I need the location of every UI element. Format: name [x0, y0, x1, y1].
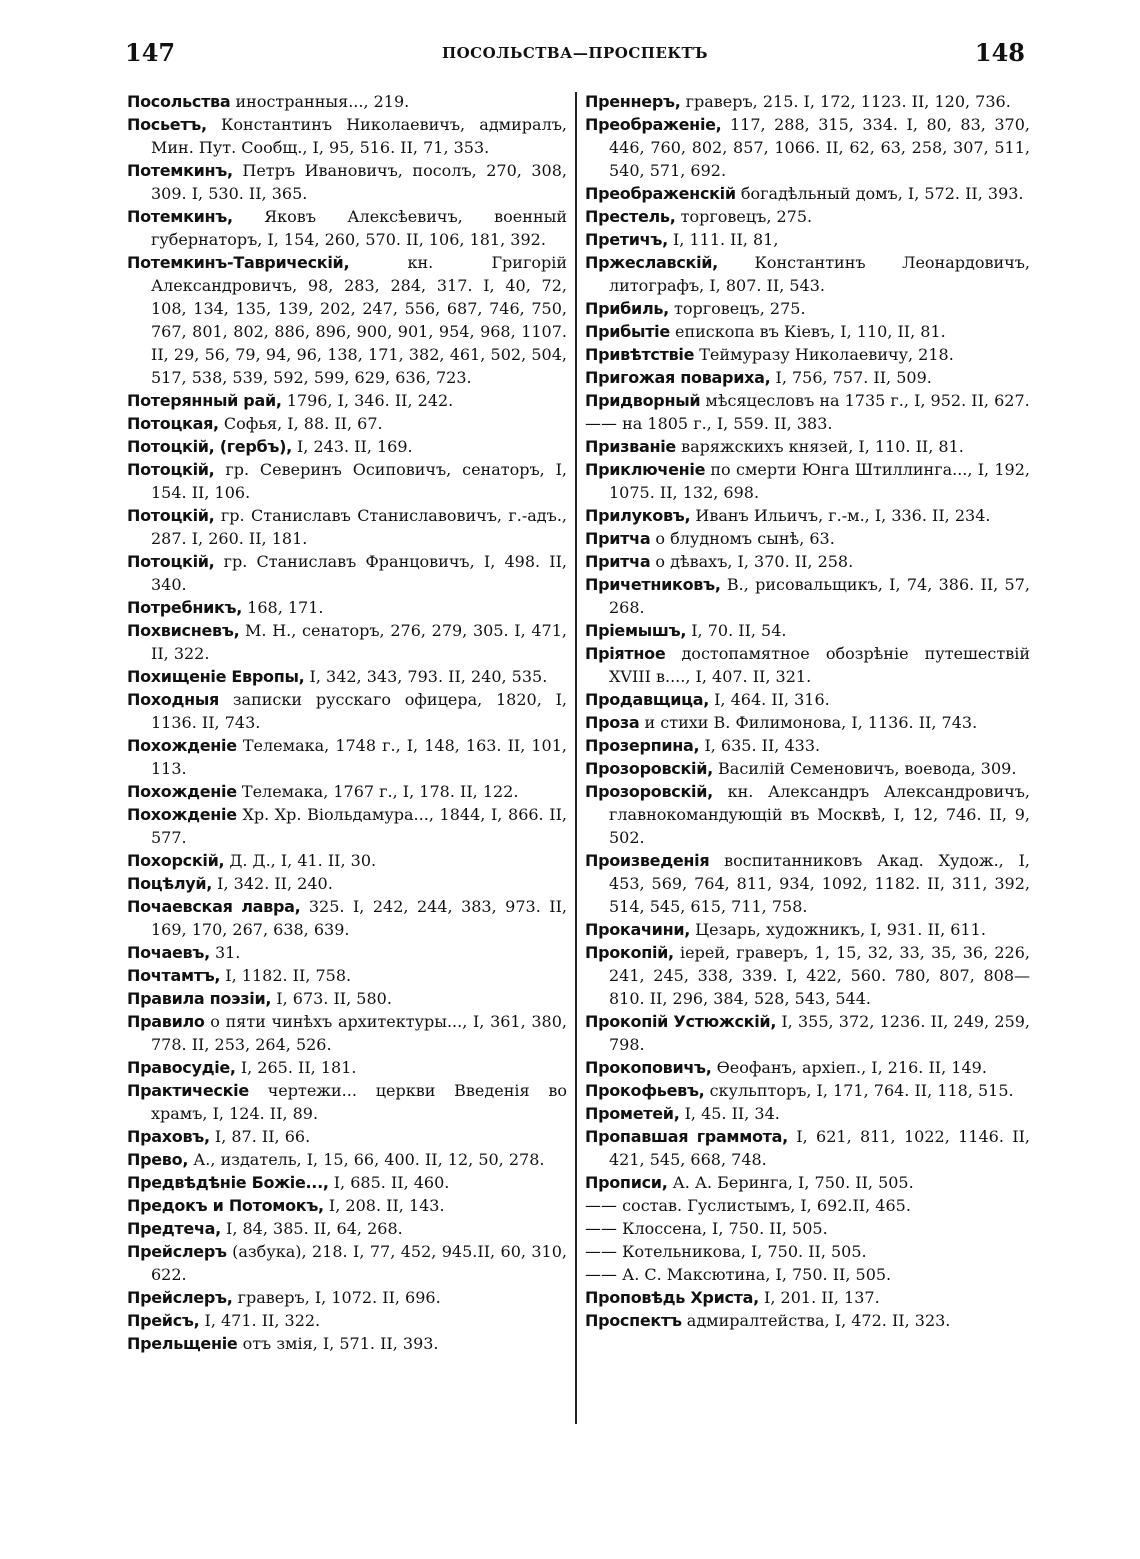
entry-heading: Правосудіе,	[127, 1058, 236, 1077]
entry-references: М. Н., сенаторъ, 276, 279, 305. I, 471, II, 322.	[151, 621, 567, 663]
entry-heading: Приключеніе	[585, 460, 706, 479]
index-entry	[127, 159, 567, 205]
index-entry	[127, 113, 567, 159]
entry-references: I, 342, 343, 793. II, 240, 535.	[309, 667, 548, 686]
entry-heading: Посольства	[127, 92, 231, 111]
entry-heading: Проповѣдь Христа,	[585, 1288, 759, 1307]
index-entry	[127, 504, 567, 550]
entry-repeat-dash: ——	[585, 1242, 617, 1261]
entry-references: А. А. Беринга, I, 750. II, 505.	[672, 1173, 914, 1192]
index-entry	[127, 1286, 567, 1309]
index-entry	[585, 550, 1030, 573]
index-entry	[127, 1079, 567, 1125]
index-entry	[585, 849, 1030, 918]
entry-references: Хр. Хр. Віольдамура..., 1844, I, 866. II, 577.	[151, 805, 567, 847]
index-entry	[127, 803, 567, 849]
index-entry	[127, 964, 567, 987]
index-entry	[585, 1171, 1030, 1194]
entry-heading: Предокъ и Потомокъ,	[127, 1196, 324, 1215]
index-entry	[585, 1286, 1030, 1309]
entry-heading: Прописи,	[585, 1173, 668, 1192]
entry-references: I, 45. II, 34.	[684, 1104, 780, 1123]
entry-references: Василій Семеновичъ, воевода, 309.	[718, 759, 1017, 778]
entry-heading: Преображенскій	[585, 184, 736, 203]
entry-heading: Почаевская лавра,	[127, 897, 301, 916]
index-entry	[127, 1010, 567, 1056]
entry-references: Ѳеофанъ, архіеп., I, 216. II, 149.	[716, 1058, 987, 1077]
index-entry	[585, 343, 1030, 366]
entry-heading: Походныя	[127, 690, 220, 709]
entry-references: 117, 288, 315, 334. I, 80, 83, 370, 446, 760, 802, 857, 1066. II, 62, 63, 258, 307, 511, 540, 571, 692.	[609, 115, 1030, 180]
entry-repeat-dash: ——	[585, 1265, 617, 1284]
entry-references: на 1805 г., I, 559. II, 383.	[622, 414, 833, 433]
entry-heading: Потемкинъ-Таврическій,	[127, 253, 350, 272]
entry-references: скульпторъ, I, 171, 764. II, 118, 515.	[709, 1081, 1014, 1100]
index-entry	[127, 596, 567, 619]
index-entry	[585, 941, 1030, 1010]
entry-heading: Преннеръ,	[585, 92, 681, 111]
index-entry	[127, 1125, 567, 1148]
index-entry	[585, 1194, 1030, 1217]
entry-heading: Прево,	[127, 1150, 189, 1169]
entry-references: А. С. Максютина, I, 750. II, 505.	[622, 1265, 892, 1284]
index-entry	[585, 90, 1030, 113]
index-column-right	[585, 90, 1030, 1332]
entry-references: Константинъ Леонардовичъ, литографъ, I, 807. II, 543.	[609, 253, 1030, 295]
entry-references: Яковъ Алексѣевичъ, военный губернаторъ, I, 154, 260, 570. II, 106, 181, 392.	[151, 207, 567, 249]
entry-heading: Похорскій,	[127, 851, 225, 870]
entry-heading: Прибытіе	[585, 322, 670, 341]
entry-references: 168, 171.	[247, 598, 324, 617]
index-entry	[127, 1332, 567, 1355]
index-entry	[585, 757, 1030, 780]
entry-heading: Престель,	[585, 207, 676, 226]
index-entry	[585, 366, 1030, 389]
index-entry	[585, 1056, 1030, 1079]
entry-references: I, 265. II, 181.	[240, 1058, 357, 1077]
entry-references: I, 243. II, 169.	[296, 437, 413, 456]
entry-heading: Похищеніе Европы,	[127, 667, 305, 686]
entry-references: I, 471. II, 322.	[204, 1311, 321, 1330]
entry-references: (азбука), 218. I, 77, 452, 945.II, 60, 310, 622.	[151, 1242, 568, 1284]
index-entry	[585, 780, 1030, 849]
entry-references: I, 685. II, 460.	[333, 1173, 450, 1192]
index-entry	[585, 1263, 1030, 1286]
index-entry	[127, 1056, 567, 1079]
entry-references: о дѣвахъ, I, 370. II, 258.	[655, 552, 854, 571]
entry-references: А., издатель, I, 15, 66, 400. II, 12, 50, 278.	[193, 1150, 545, 1169]
entry-heading: Похожденіе	[127, 782, 237, 801]
index-entry	[585, 1217, 1030, 1240]
column-divider	[575, 92, 577, 1424]
entry-references: 1796, I, 346. II, 242.	[286, 391, 454, 410]
index-entry	[127, 1217, 567, 1240]
entry-references: I, 1182. II, 758.	[225, 966, 352, 985]
index-entry	[127, 1148, 567, 1171]
entry-references: чертежи... церкви Введенія во храмъ, I, 124. II, 89.	[151, 1081, 567, 1123]
entry-heading: Прометей,	[585, 1104, 680, 1123]
entry-heading: Поцѣлуй,	[127, 874, 213, 893]
entry-heading: Потоцкій,	[127, 506, 215, 525]
entry-references: I, 635. II, 433.	[704, 736, 821, 755]
entry-references: I, 208. II, 143.	[328, 1196, 445, 1215]
entry-repeat-dash: ——	[585, 1219, 617, 1238]
index-entry	[585, 504, 1030, 527]
entry-heading: Прокопій,	[585, 943, 674, 962]
entry-heading: Прокопій Устюжскій,	[585, 1012, 777, 1031]
entry-heading: Похожденіе	[127, 805, 237, 824]
entry-heading: Проспектъ	[585, 1311, 682, 1330]
index-entry	[585, 527, 1030, 550]
entry-references: 325. I, 242, 244, 383, 973. II, 169, 170, 267, 638, 639.	[151, 897, 567, 939]
entry-references: Константинъ Николаевичъ, адмиралъ, Мин. Пут. Сообщ., I, 95, 516. II, 71, 353.	[151, 115, 568, 157]
entry-heading: Предвѣдѣніе Божіе...,	[127, 1173, 329, 1192]
index-entry	[585, 320, 1030, 343]
entry-heading: Пригожая повариха,	[585, 368, 771, 387]
index-entry	[127, 895, 567, 941]
entry-references: торговецъ, 275.	[680, 207, 813, 226]
entry-heading: Предтеча,	[127, 1219, 221, 1238]
index-entry	[127, 780, 567, 803]
entry-references: I, 87. II, 66.	[214, 1127, 311, 1146]
index-entry	[127, 389, 567, 412]
running-title: ПОСОЛЬСТВА—ПРОСПЕКТЪ	[441, 44, 709, 62]
index-entry	[127, 619, 567, 665]
entry-references: I, 355, 372, 1236. II, 249, 259, 798.	[609, 1012, 1031, 1054]
index-entry	[585, 1240, 1030, 1263]
page-number-left: 147	[125, 38, 176, 67]
entry-references: гр. Станиславъ Францовичъ, I, 498. II, 340.	[151, 552, 567, 594]
entry-references: I, 84, 385. II, 64, 268.	[226, 1219, 403, 1238]
entry-heading: Пріемышъ,	[585, 621, 687, 640]
entry-heading: Пропавшая граммота,	[585, 1127, 788, 1146]
page-number-right: 148	[974, 38, 1025, 67]
entry-references: Телемака, 1767 г., I, 178. II, 122.	[241, 782, 519, 801]
entry-heading: Прокоповичъ,	[585, 1058, 712, 1077]
entry-references: достопамятное обозрѣніе путешествій XVIII в...., I, 407. II, 321.	[609, 644, 1030, 686]
entry-heading: Прейслеръ	[127, 1242, 227, 1261]
entry-heading: Продавщица,	[585, 690, 710, 709]
index-entry	[585, 182, 1030, 205]
entry-heading: Причетниковъ,	[585, 575, 721, 594]
entry-references: состав. Гуслистымъ, I, 692.II, 465.	[622, 1196, 911, 1215]
index-entry	[127, 688, 567, 734]
index-entry	[585, 435, 1030, 458]
entry-heading: Преображеніе,	[585, 115, 722, 134]
entry-references: варяжскихъ князей, I, 110. II, 81.	[681, 437, 964, 456]
entry-references: граверъ, I, 1072. II, 696.	[237, 1288, 441, 1307]
entry-heading: Проза	[585, 713, 640, 732]
entry-heading: Праховъ,	[127, 1127, 210, 1146]
entry-references: записки русскаго офицера, 1820, I, 1136. II, 743.	[151, 690, 567, 732]
entry-heading: Правила поэзіи,	[127, 989, 272, 1008]
index-entry	[127, 90, 567, 113]
index-entry	[127, 550, 567, 596]
entry-heading: Потоцкій,	[127, 552, 215, 571]
entry-heading: Пржеславскій,	[585, 253, 718, 272]
index-entry	[127, 872, 567, 895]
index-entry	[585, 1010, 1030, 1056]
entry-references: I, 201. II, 137.	[764, 1288, 880, 1307]
entry-repeat-dash: ——	[585, 1196, 617, 1215]
index-entry	[585, 1125, 1030, 1171]
entry-references: торговецъ, 275.	[674, 299, 806, 318]
index-entry	[127, 458, 567, 504]
index-entry	[127, 251, 567, 389]
entry-heading: Прокофьевъ,	[585, 1081, 705, 1100]
index-entry	[127, 1240, 567, 1286]
entry-references: Петръ Ивановичъ, посолъ, 270, 308, 309. I, 530. II, 365.	[151, 161, 568, 203]
index-entry	[127, 412, 567, 435]
index-entry	[585, 389, 1030, 412]
entry-references: о пяти чинѣхъ архитектуры..., I, 361, 380, 778. II, 253, 264, 526.	[151, 1012, 567, 1054]
entry-heading: Пріятное	[585, 644, 666, 663]
entry-references: иностранныя..., 219.	[235, 92, 410, 111]
index-entry	[585, 297, 1030, 320]
entry-heading: Привѣтствіе	[585, 345, 695, 364]
entry-heading: Почтамтъ,	[127, 966, 221, 985]
entry-heading: Претичъ,	[585, 230, 668, 249]
index-entry	[585, 573, 1030, 619]
entry-heading: Похожденіе	[127, 736, 237, 755]
index-entry	[585, 688, 1030, 711]
index-entry	[127, 1309, 567, 1332]
entry-references: В., рисовальщикъ, I, 74, 386. II, 57, 268.	[609, 575, 1030, 617]
index-entry	[127, 734, 567, 780]
entry-references: I, 342. II, 240.	[217, 874, 333, 893]
index-entry	[585, 619, 1030, 642]
index-entry	[127, 849, 567, 872]
entry-heading: Правило	[127, 1012, 205, 1031]
index-entry	[585, 205, 1030, 228]
entry-heading: Потерянный рай,	[127, 391, 282, 410]
entry-references: Клоссена, I, 750. II, 505.	[622, 1219, 828, 1238]
entry-references: Д. Д., I, 41. II, 30.	[229, 851, 377, 870]
entry-references: епископа въ Кіевъ, I, 110, II, 81.	[675, 322, 946, 341]
entry-heading: Прокачини,	[585, 920, 691, 939]
entry-heading: Посьетъ,	[127, 115, 207, 134]
index-entry	[127, 665, 567, 688]
entry-heading: Прозерпина,	[585, 736, 700, 755]
entry-repeat-dash: ——	[585, 414, 617, 433]
entry-heading: Прилуковъ,	[585, 506, 691, 525]
index-entry	[127, 987, 567, 1010]
entry-heading: Прельщеніе	[127, 1334, 238, 1353]
index-entry	[127, 941, 567, 964]
entry-references: Софья, I, 88. II, 67.	[223, 414, 383, 433]
entry-references: Теймуразу Николаевичу, 218.	[699, 345, 954, 364]
entry-heading: Прейсъ,	[127, 1311, 200, 1330]
entry-references: гр. Станиславъ Станиславовичъ, г.-адъ., 287. I, 260. II, 181.	[151, 506, 567, 548]
index-entry	[127, 1171, 567, 1194]
index-entry	[127, 435, 567, 458]
entry-references: по смерти Юнга Штиллинга..., I, 192, 1075. II, 132, 698.	[609, 460, 1031, 502]
index-entry	[585, 113, 1030, 182]
entry-references: Телемака, 1748 г., I, 148, 163. II, 101, 113.	[151, 736, 568, 778]
entry-heading: Прозоровскій,	[585, 782, 713, 801]
entry-references: 31.	[214, 943, 241, 962]
entry-heading: Практическіе	[127, 1081, 249, 1100]
entry-heading: Потоцкая,	[127, 414, 219, 433]
page-header	[125, 38, 1025, 68]
entry-references: I, 111. II, 81,	[672, 230, 779, 249]
index-entry	[585, 458, 1030, 504]
entry-references: Цезарь, художникъ, I, 931. II, 611.	[695, 920, 986, 939]
entry-references: мѣсяцесловъ на 1735 г., I, 952. II, 627.	[705, 391, 1030, 410]
entry-references: адмиралтейства, I, 472. II, 323.	[686, 1311, 951, 1330]
index-entry	[127, 205, 567, 251]
entry-references: I, 621, 811, 1022, 1146. II, 421, 545, 668, 748.	[609, 1127, 1031, 1169]
entry-heading: Придворный	[585, 391, 701, 410]
entry-heading: Потемкинъ,	[127, 207, 233, 226]
entry-references: богадѣльный домъ, I, 572. II, 393.	[740, 184, 1024, 203]
entry-heading: Произведенія	[585, 851, 710, 870]
entry-references: Иванъ Ильичъ, г.-м., I, 336. II, 234.	[695, 506, 991, 525]
index-entry	[585, 1079, 1030, 1102]
entry-references: граверъ, 215. I, 172, 1123. II, 120, 736.	[685, 92, 1011, 111]
entry-references: отъ змія, I, 571. II, 393.	[242, 1334, 439, 1353]
entry-heading: Призваніе	[585, 437, 676, 456]
entry-references: I, 464. II, 316.	[714, 690, 830, 709]
entry-references: о блудномъ сынѣ, 63.	[655, 529, 835, 548]
index-column-left	[127, 90, 567, 1355]
entry-references: кн. Александръ Александровичъ, главнокомандующій въ Москвѣ, I, 12, 746. II, 9, 502.	[609, 782, 1031, 847]
entry-references: іерей, граверъ, 1, 15, 32, 33, 35, 36, 226, 241, 245, 338, 339. I, 422, 560. 780, 807, 808—810. II, 296, 384, 528, 543, 544.	[609, 943, 1031, 1008]
entry-heading: Потоцкій,	[127, 460, 215, 479]
entry-heading: Прибиль,	[585, 299, 669, 318]
entry-references: Котельникова, I, 750. II, 505.	[622, 1242, 867, 1261]
entry-references: I, 70. II, 54.	[691, 621, 787, 640]
index-entry	[585, 642, 1030, 688]
index-entry	[585, 228, 1030, 251]
entry-references: и стихи В. Филимонова, I, 1136. II, 743.	[644, 713, 978, 732]
index-entry	[585, 412, 1030, 435]
entry-references: гр. Северинъ Осиповичъ, сенаторъ, I, 154. II, 106.	[151, 460, 568, 502]
index-entry	[585, 734, 1030, 757]
entry-heading: Похвисневъ,	[127, 621, 240, 640]
index-entry	[585, 711, 1030, 734]
index-entry	[585, 251, 1030, 297]
entry-heading: Почаевъ,	[127, 943, 210, 962]
index-entry	[585, 918, 1030, 941]
entry-heading: Потребникъ,	[127, 598, 243, 617]
index-entry	[585, 1309, 1030, 1332]
entry-heading: Притча	[585, 552, 651, 571]
entry-heading: Потемкинъ,	[127, 161, 233, 180]
index-entry	[585, 1102, 1030, 1125]
index-entry	[127, 1194, 567, 1217]
entry-heading: Притча	[585, 529, 651, 548]
entry-references: I, 756, 757. II, 509.	[775, 368, 932, 387]
entry-references: воспитанниковъ Акад. Худож., I, 453, 569, 764, 811, 934, 1092, 1182. II, 311, 392, 514, 545, 615, 711, 758.	[609, 851, 1030, 916]
entry-heading: Прозоровскій,	[585, 759, 713, 778]
entry-heading: Потоцкій, (гербъ),	[127, 437, 292, 456]
entry-references: I, 673. II, 580.	[276, 989, 392, 1008]
entry-heading: Прейслеръ,	[127, 1288, 233, 1307]
entry-references: кн. Григорій Александровичъ, 98, 283, 284, 317. I, 40, 72, 108, 134, 135, 139, 202, 247, 556, 687, 746, 750, 767, 801, 802, 886, 896, 900, 901, 954, 968, 1107. II, 29, 56, 79, 94, 96, 138, 171, 382, 461, 502, 504, 517, 538, 539, 592, 599, 629, 636, 723.	[151, 253, 567, 387]
